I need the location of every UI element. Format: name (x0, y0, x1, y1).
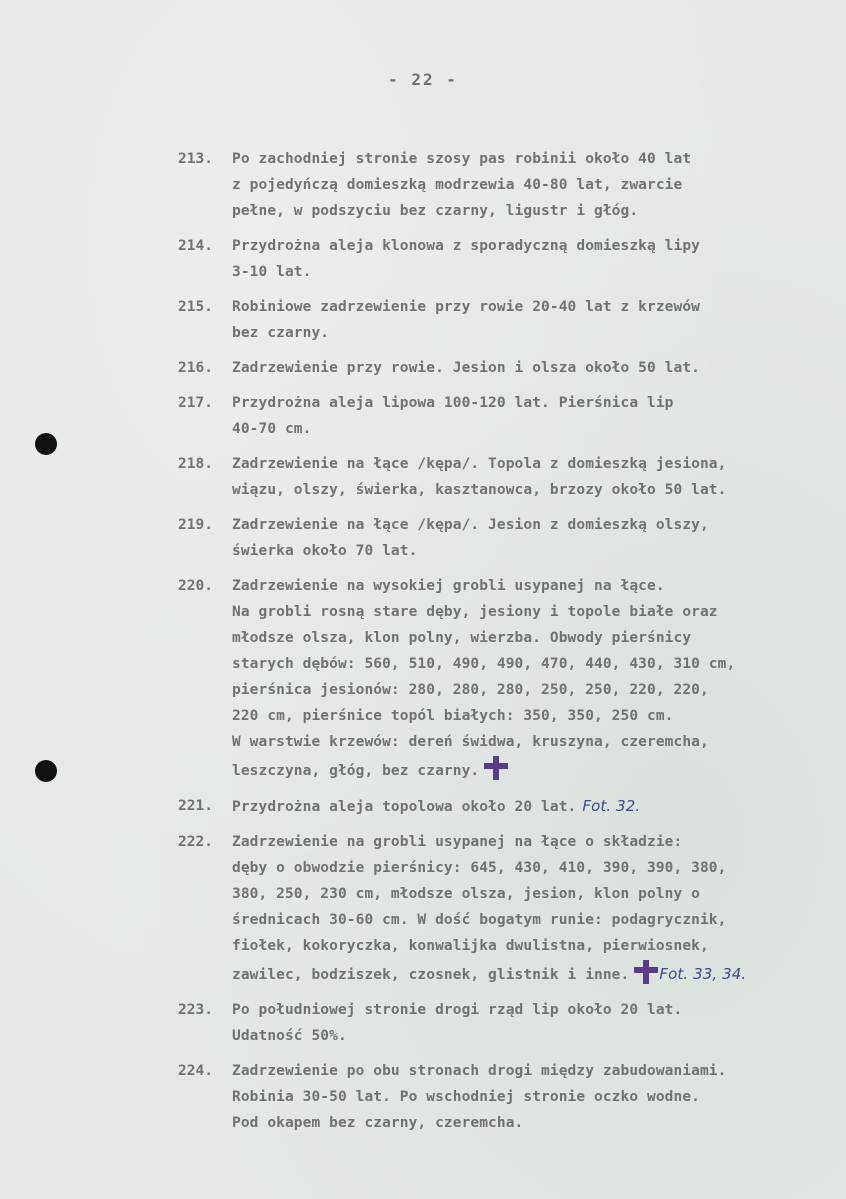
photo-note: Fot. 32. (582, 797, 641, 815)
entry-line: średnicach 30-60 cm. W dość bogatym runie: podagrycznik, (232, 912, 727, 928)
entry-line: 40-70 cm. (232, 421, 312, 437)
entry-line: Po południowej stronie drogi rząd lip około 20 lat. (232, 1002, 683, 1018)
entry-218 (178, 451, 838, 503)
photo-note: Fot. 33, 34. (659, 965, 747, 983)
entry-number: 215. (178, 299, 213, 315)
entry-220 (178, 573, 838, 784)
entry-217 (178, 390, 838, 442)
entry-line: Udatność 50%. (232, 1028, 347, 1044)
entry-222 (178, 829, 838, 988)
entry-number: 219. (178, 517, 213, 533)
entry-line-text: Przydrożna aleja topolowa około 20 lat. (232, 799, 577, 815)
entry-list (178, 146, 838, 1145)
entry-line: 380, 250, 230 cm, młodsze olsza, jesion, klon polny o (232, 886, 700, 902)
entry-219 (178, 512, 838, 564)
entry-number: 221. (178, 798, 213, 814)
entry-line-text: leszczyna, głóg, bez czarny. (232, 763, 480, 779)
cross-mark-icon (633, 959, 659, 985)
entry-line: Zadrzewienie przy rowie. Jesion i olsza około 50 lat. (232, 360, 700, 376)
entry-216 (178, 355, 838, 381)
entry-line (232, 959, 838, 988)
entry-214 (178, 233, 838, 285)
entry-line: Pod okapem bez czarny, czeremcha. (232, 1115, 524, 1131)
entry-number: 214. (178, 238, 213, 254)
entry-line: Po zachodniej stronie szosy pas robinii około 40 lat (232, 151, 692, 167)
entry-line: fiołek, kokoryczka, konwalijka dwulistna, pierwiosnek, (232, 938, 709, 954)
entry-line: wiązu, olszy, świerka, kasztanowca, brzozy około 50 lat. (232, 482, 727, 498)
entry-number: 220. (178, 578, 213, 594)
entry-number: 224. (178, 1063, 213, 1079)
entry-line: z pojedyńczą domieszką modrzewia 40-80 lat, zwarcie (232, 177, 683, 193)
page-number: - 22 - (388, 70, 458, 89)
entry-number: 213. (178, 151, 213, 167)
entry-line: 220 cm, pierśnice topól białych: 350, 350, 250 cm. (232, 708, 674, 724)
entry-221 (178, 793, 838, 820)
entry-line: świerka około 70 lat. (232, 543, 418, 559)
punch-hole-icon (35, 760, 57, 782)
entry-line: Przydrożna aleja klonowa z sporadyczną domieszką lipy (232, 238, 700, 254)
entry-number: 216. (178, 360, 213, 376)
entry-line: Robiniowe zadrzewienie przy rowie 20-40 lat z krzewów (232, 299, 700, 315)
entry-line: Przydrożna aleja lipowa 100-120 lat. Pierśnica lip (232, 395, 674, 411)
entry-line: młodsze olsza, klon polny, wierzba. Obwody pierśnicy (232, 630, 692, 646)
entry-line: Robinia 30-50 lat. Po wschodniej stronie oczko wodne. (232, 1089, 700, 1105)
entry-line: W warstwie krzewów: dereń świdwa, kruszyna, czeremcha, (232, 734, 709, 750)
entry-line (232, 793, 838, 820)
entry-number: 223. (178, 1002, 213, 1018)
entry-line: Zadrzewienie na łące /kępa/. Jesion z domieszką olszy, (232, 517, 709, 533)
entry-line (232, 755, 838, 784)
entry-223 (178, 997, 838, 1049)
entry-line: pierśnica jesionów: 280, 280, 280, 250, 250, 220, 220, (232, 682, 709, 698)
entry-line-text: zawilec, bodziszek, czosnek, glistnik i inne. (232, 967, 630, 983)
entry-line: Zadrzewienie na łące /kępa/. Topola z domieszką jesiona, (232, 456, 727, 472)
entry-line: Zadrzewienie na wysokiej grobli usypanej na łące. (232, 578, 665, 594)
entry-213 (178, 146, 838, 224)
entry-line: 3-10 lat. (232, 264, 312, 280)
entry-224 (178, 1058, 838, 1136)
cross-mark-icon (483, 755, 509, 781)
entry-215 (178, 294, 838, 346)
entry-number: 222. (178, 834, 213, 850)
entry-line: dęby o obwodzie pierśnicy: 645, 430, 410, 390, 390, 380, (232, 860, 727, 876)
entry-number: 218. (178, 456, 213, 472)
entry-line: Zadrzewienie po obu stronach drogi między zabudowaniami. (232, 1063, 727, 1079)
punch-hole-icon (35, 433, 57, 455)
entry-line: bez czarny. (232, 325, 330, 341)
entry-line: Zadrzewienie na grobli usypanej na łące o składzie: (232, 834, 683, 850)
entry-line: starych dębów: 560, 510, 490, 490, 470, 440, 430, 310 cm, (232, 656, 736, 672)
entry-number: 217. (178, 395, 213, 411)
entry-line: Na grobli rosną stare dęby, jesiony i topole białe oraz (232, 604, 718, 620)
entry-line: pełne, w podszyciu bez czarny, ligustr i głóg. (232, 203, 639, 219)
